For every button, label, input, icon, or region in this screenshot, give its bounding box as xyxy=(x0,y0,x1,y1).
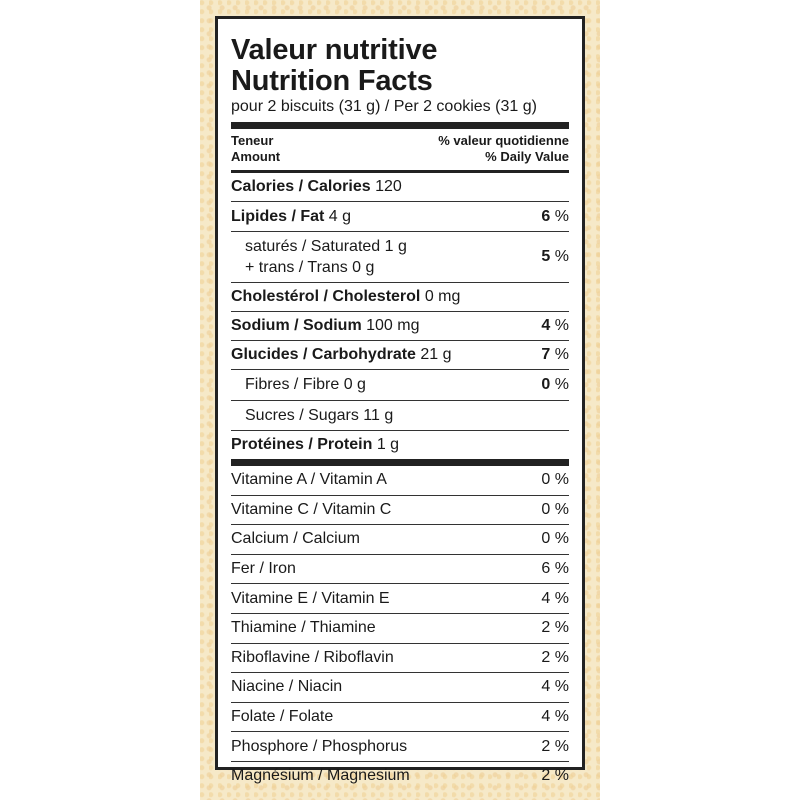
fibre-dv: 0 xyxy=(541,376,551,393)
vitamin-name: Calcium / Calcium xyxy=(231,530,360,548)
vitamin-dv: 0 % xyxy=(541,471,569,489)
vitamin-row xyxy=(231,525,569,555)
fibre-row xyxy=(231,370,569,401)
saturated-trans-row xyxy=(231,232,569,283)
thick-divider xyxy=(231,122,569,129)
vitamin-name: Magnésium / Magnesium xyxy=(231,767,410,785)
sodium-amount: 100 mg xyxy=(366,317,420,334)
vitamin-row xyxy=(231,703,569,733)
carbohydrate-dv: 7 xyxy=(541,346,551,363)
vitamin-dv: 0 % xyxy=(541,500,569,518)
fat-amount: 4 g xyxy=(328,207,352,225)
pct-sign: % xyxy=(554,317,569,334)
sugars-row xyxy=(231,401,569,431)
vitamin-row xyxy=(231,555,569,585)
calories-label: Calories / Calories xyxy=(231,178,371,195)
sodium-label: Sodium / Sodium xyxy=(231,317,362,334)
cholesterol-label: Cholestérol / Cholesterol xyxy=(231,288,421,305)
thick-divider xyxy=(231,459,569,466)
vitamin-dv: 2 % xyxy=(541,619,569,637)
pct-sign: % xyxy=(554,376,569,393)
vitamin-row xyxy=(231,673,569,703)
protein-amount: 1 g xyxy=(376,436,400,453)
carbohydrate-row xyxy=(231,341,569,370)
title-english: Nutrition Facts xyxy=(231,65,433,97)
calories-row xyxy=(231,173,569,202)
saturated-label: saturés / Saturated 1 g xyxy=(245,238,407,255)
vitamin-dv: 2 % xyxy=(541,648,569,666)
satfat-dv: 5 xyxy=(541,248,551,265)
trans-label: + trans / Trans 0 g xyxy=(245,259,375,276)
protein-row xyxy=(231,431,569,459)
sugars-label: Sucres / Sugars 11 g xyxy=(245,406,394,424)
vitamin-name: Vitamine C / Vitamin C xyxy=(231,500,392,518)
vitamin-dv: 4 % xyxy=(541,589,569,607)
header-valeur-quotidienne: % valeur quotidienne xyxy=(438,133,569,148)
carbohydrate-label: Glucides / Carbohydrate xyxy=(231,346,416,363)
vitamins-list xyxy=(231,466,569,791)
vitamin-name: Niacine / Niacin xyxy=(231,678,343,696)
pct-sign: % xyxy=(554,207,569,225)
vitamin-name: Thiamine / Thiamine xyxy=(231,619,376,637)
nutrition-facts-panel xyxy=(215,16,585,785)
fat-dv: 6 xyxy=(541,207,551,225)
title-french: Valeur nutritive xyxy=(231,34,438,66)
header-amount: Amount xyxy=(231,149,281,164)
fibre-label: Fibres / Fibre 0 g xyxy=(245,376,366,393)
vitamin-row xyxy=(231,644,569,674)
calories-value: 120 xyxy=(375,178,402,195)
serving-size: pour 2 biscuits (31 g) / Per 2 cookies (31 g) xyxy=(231,98,537,115)
vitamin-name: Folate / Folate xyxy=(231,708,334,726)
vitamin-name: Phosphore / Phosphorus xyxy=(231,737,408,755)
pct-sign: % xyxy=(554,346,569,363)
carbohydrate-amount: 21 g xyxy=(420,346,452,363)
vitamin-dv: 0 % xyxy=(541,530,569,548)
header-teneur: Teneur xyxy=(231,133,274,148)
vitamin-row xyxy=(231,614,569,644)
vitamin-name: Vitamine A / Vitamin A xyxy=(231,471,387,489)
vitamin-dv: 2 % xyxy=(541,737,569,755)
vitamin-row xyxy=(231,466,569,496)
header-daily-value: % Daily Value xyxy=(485,149,569,164)
fat-row xyxy=(231,202,569,232)
cholesterol-amount: 0 mg xyxy=(424,288,461,305)
fat-label: Lipides / Fat xyxy=(231,207,325,225)
vitamin-dv: 4 % xyxy=(541,678,569,696)
vitamin-name: Vitamine E / Vitamin E xyxy=(231,589,390,607)
vitamin-name: Fer / Iron xyxy=(231,560,296,578)
protein-label: Protéines / Protein xyxy=(231,436,373,453)
vitamin-name: Riboflavine / Riboflavin xyxy=(231,648,394,666)
sodium-dv: 4 xyxy=(541,317,551,334)
vitamin-row xyxy=(231,762,569,791)
sodium-row xyxy=(231,312,569,341)
vitamin-dv: 2 % xyxy=(541,767,569,785)
vitamin-row xyxy=(231,584,569,614)
cholesterol-row xyxy=(231,283,569,312)
vitamin-row xyxy=(231,732,569,762)
vitamin-dv: 6 % xyxy=(541,560,569,578)
vitamin-dv: 4 % xyxy=(541,708,569,726)
column-header xyxy=(231,129,569,170)
pct-sign: % xyxy=(554,248,569,265)
vitamin-row xyxy=(231,496,569,526)
